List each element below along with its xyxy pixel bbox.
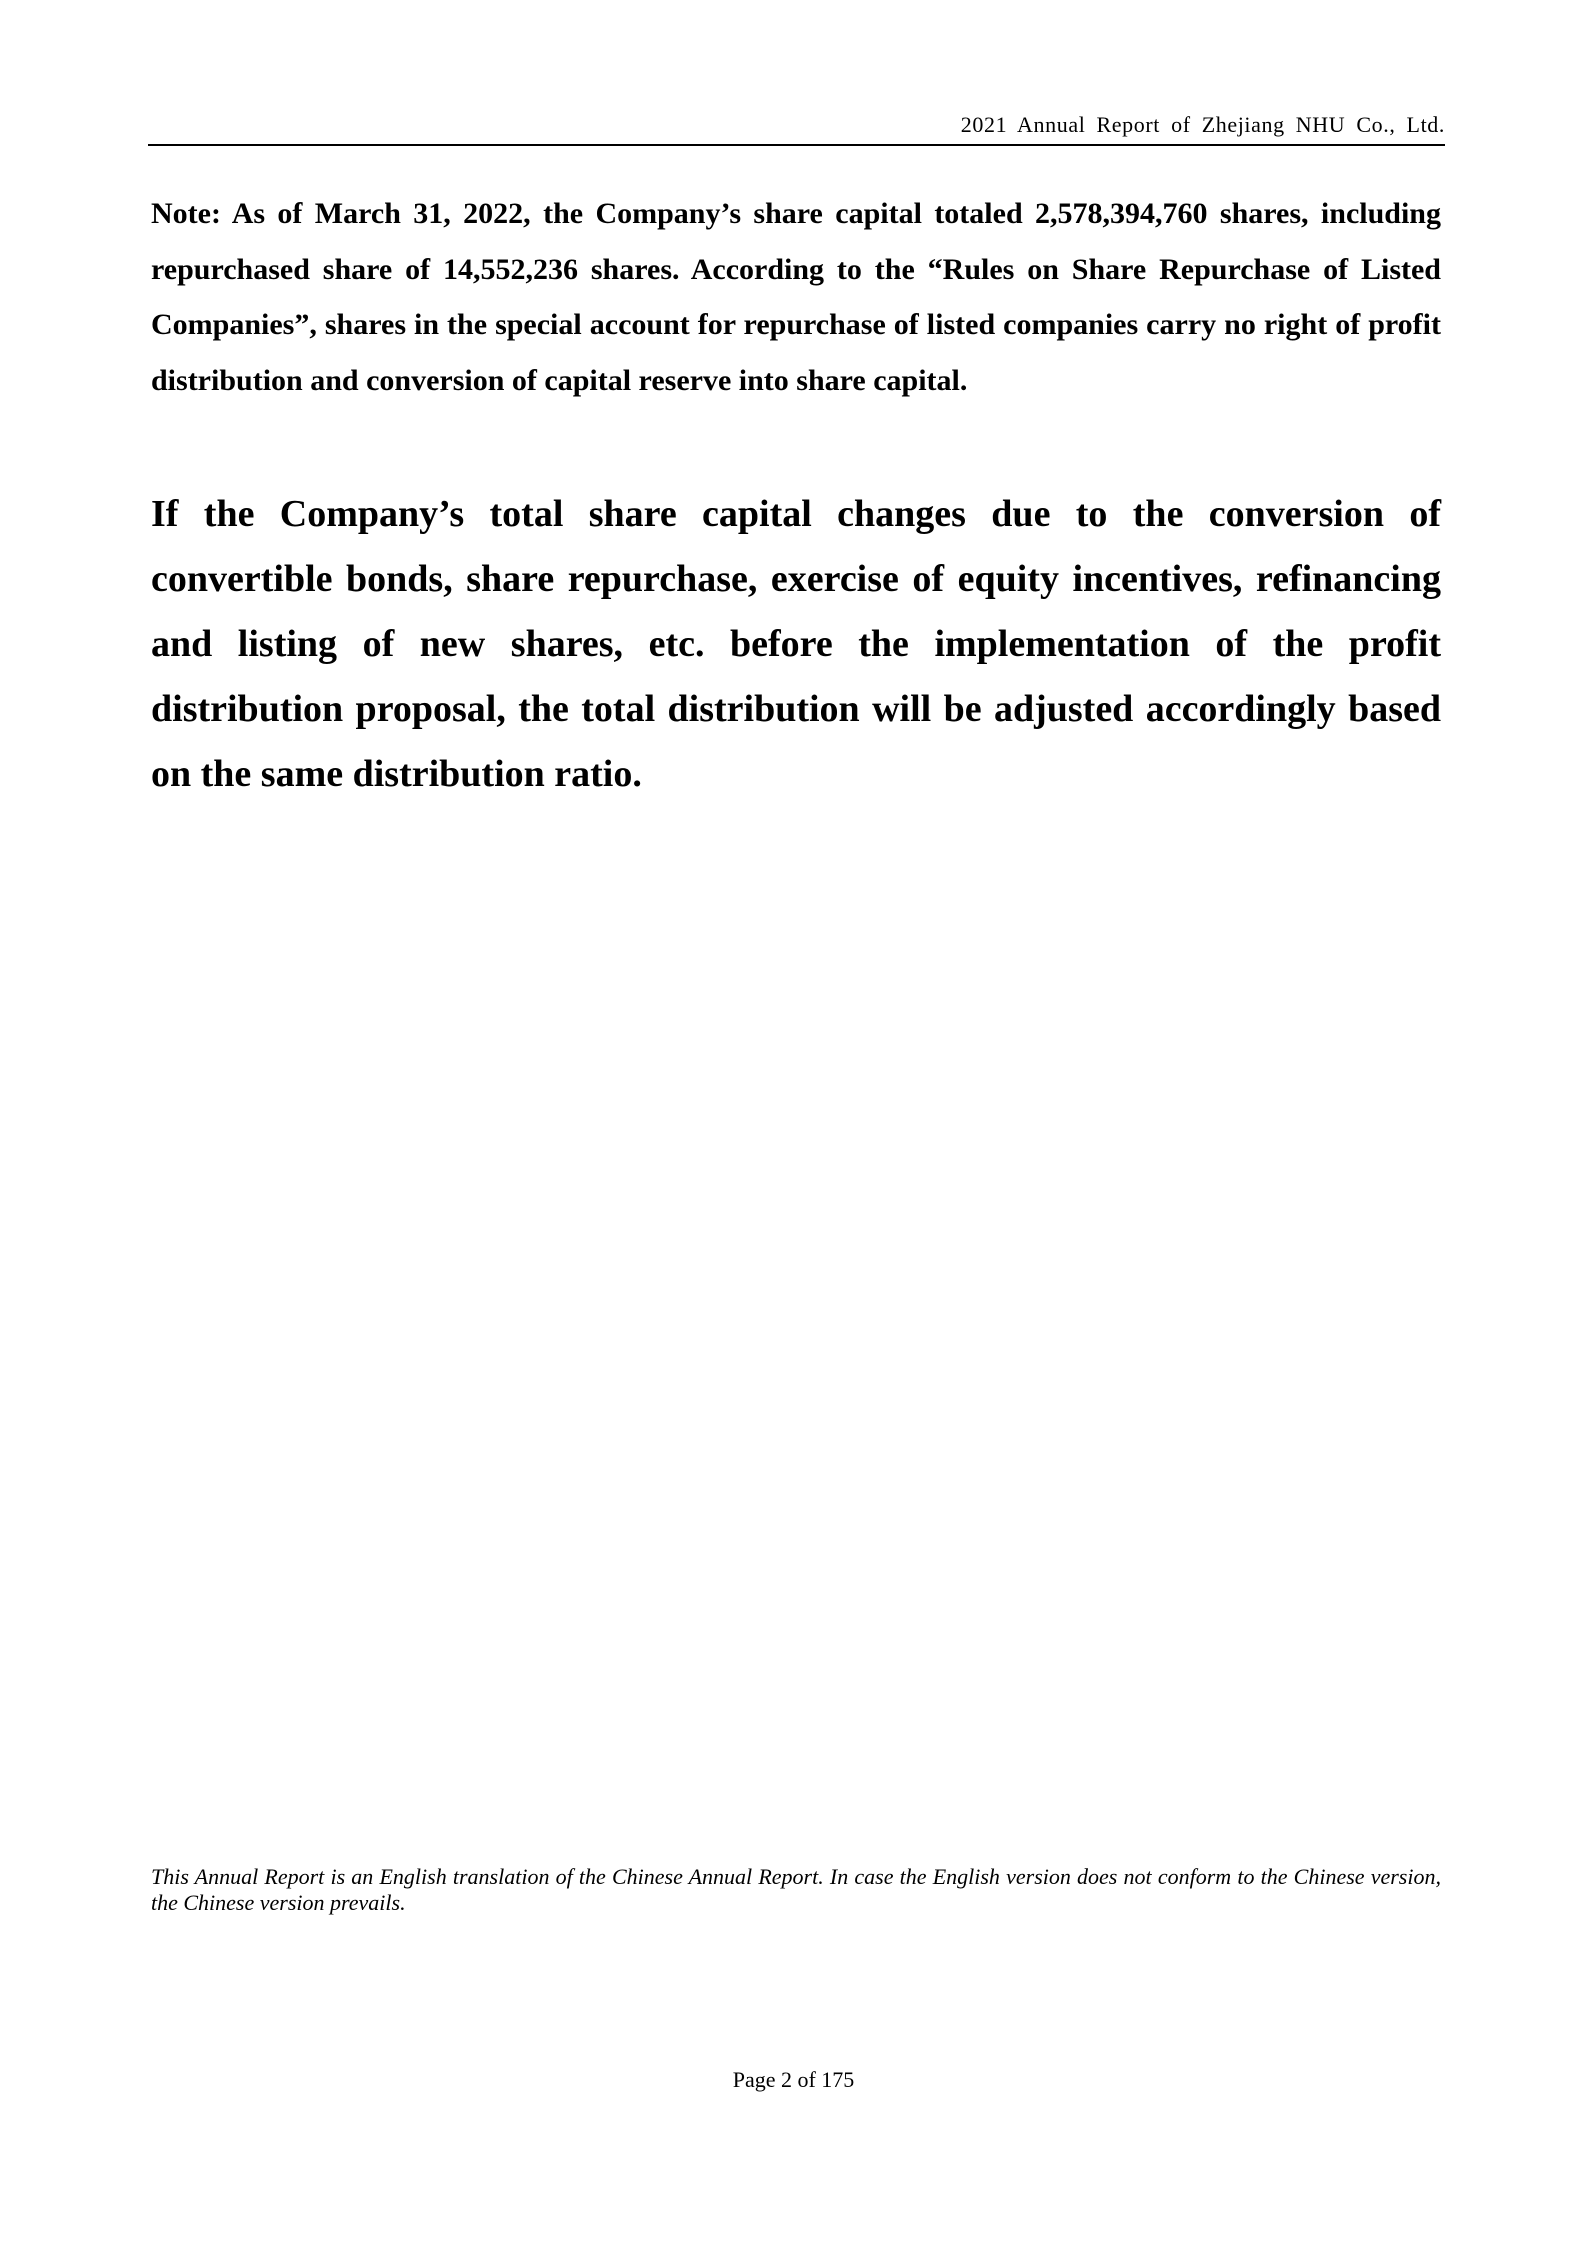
running-header: 2021 Annual Report of Zhejiang NHU Co., Ltd. [960, 112, 1445, 137]
distribution-adjustment-statement: If the Company’s total share capital changes due to the conversion of convertible bonds, share repurchase, exercise of equity incentives, refinancing and listing of new shares, etc. before the implementation of the profit distribution proposal, the total distribution will be adjusted accordingly based on the same distribution ratio. [151, 493, 1441, 795]
header-divider [148, 144, 1445, 146]
page-number: Page 2 of 175 [732, 2067, 855, 2092]
share-capital-note: Note: As of March 31, 2022, the Company’s share capital totaled 2,578,394,760 shares, including repurchased share of 14,552,236 shares. According to the “Rules on Share Repurchase of Listed Companies”, shares in the special account for repurchase of listed companies carry no right of profit distribution and conversion of capital reserve into share capital. [151, 197, 1441, 397]
translation-disclaimer: This Annual Report is an English translation of the Chinese Annual Report. In case the English version does not conform to the Chinese version, the Chinese version prevails. [151, 1864, 1441, 1915]
